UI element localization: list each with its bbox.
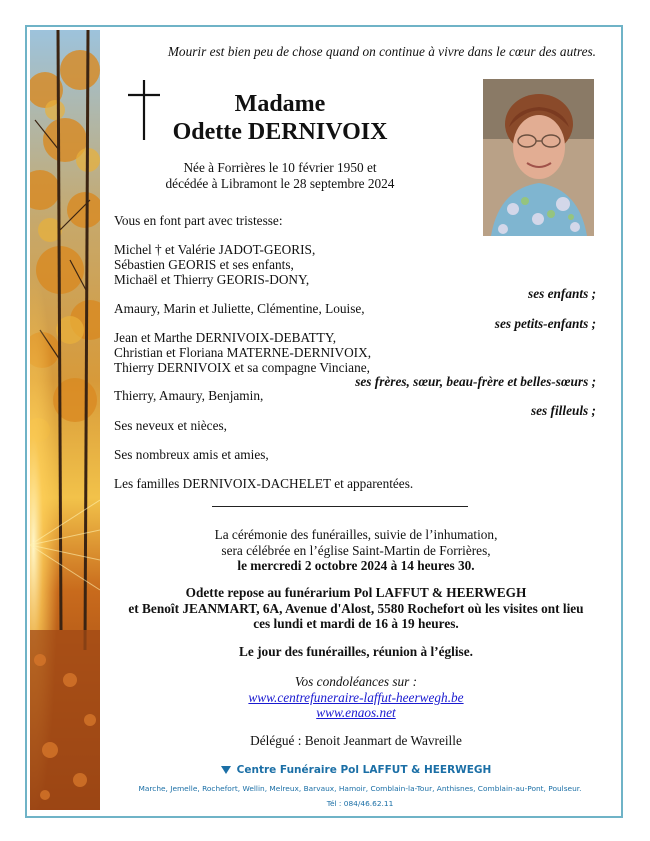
list-item: Thierry DERNIVOIX et sa compagne Vinciane, xyxy=(114,360,370,375)
children-role: ses enfants ; xyxy=(528,286,596,301)
birth-death-info xyxy=(150,160,410,192)
death-line: décédée à Libramont le 28 septembre 2024 xyxy=(165,176,395,191)
siblings-list xyxy=(114,330,596,375)
visit-info xyxy=(114,585,598,632)
memorial-quote: Mourir est bien peu de chose quand on continue à vivre dans le cœur des autres. xyxy=(167,44,596,59)
deceased-name xyxy=(150,90,410,146)
birth-line: Née à Forrières le 10 février 1950 et xyxy=(183,160,377,175)
list-item: Michaël et Thierry GEORIS-DONY, xyxy=(114,272,310,287)
grandchildren-list: Amaury, Marin et Juliette, Clémentine, Louise, xyxy=(114,301,365,316)
funeral-home-label: Centre Funéraire Pol LAFFUT & HEERWEGH xyxy=(236,764,492,776)
condolences xyxy=(114,674,598,721)
godchildren-list: Thierry, Amaury, Benjamin, xyxy=(114,388,264,403)
grandchildren-role: ses petits-enfants ; xyxy=(494,316,596,331)
condolences-label: Vos condoléances sur : xyxy=(294,674,418,689)
godchildren-role: ses filleuls ; xyxy=(530,403,596,418)
funeral-home-name xyxy=(114,764,598,776)
ceremony-info xyxy=(114,527,598,574)
nephews-line: Ses neveux et nièces, xyxy=(114,418,227,433)
visit-line: Odette repose au funérarium Pol LAFFUT & HEERWEGH xyxy=(185,585,527,600)
list-item: Michel † et Valérie JADOT-GEORIS, xyxy=(114,242,316,257)
friends-line: Ses nombreux amis et amies, xyxy=(114,447,269,462)
condolences-link-laffut[interactable]: www.centrefuneraire-laffut-heerwegh.be xyxy=(248,689,464,705)
autumn-forest-image xyxy=(30,30,100,810)
list-item: Christian et Floriana MATERNE-DERNIVOIX, xyxy=(114,345,372,360)
visit-line: et Benoît JEANMART, 6A, Avenue d'Alost, 5580 Rochefort où les visites ont lieu xyxy=(128,600,584,616)
full-name: Odette DERNIVOIX xyxy=(172,119,388,145)
title: Madame xyxy=(234,91,326,117)
meeting-info: Le jour des funérailles, réunion à l’église. xyxy=(239,644,473,659)
delegate-info: Délégué : Benoit Jeanmart de Wavreille xyxy=(250,733,462,748)
visit-line: ces lundi et mardi de 16 à 19 heures. xyxy=(253,616,459,631)
ceremony-line: sera célébrée en l’église Saint-Martin de Forrières, xyxy=(221,542,491,558)
funeral-home-phone: Tél : 084/46.62.11 xyxy=(326,799,394,808)
funeral-home-places: Marche, Jemelle, Rochefort, Wellin, Melreux, Barvaux, Hamoir, Comblain-la-Tour, Anthisnes, Comblain-au-Pont, Poulseur. xyxy=(138,784,582,793)
condolences-link-enaos[interactable]: www.enaos.net xyxy=(316,705,396,720)
triangle-down-icon xyxy=(221,766,231,774)
intro-text: Vous en font part avec tristesse: xyxy=(114,213,283,228)
list-item: Sébastien GEORIS et ses enfants, xyxy=(114,257,294,272)
families-line: Les familles DERNIVOIX-DACHELET et apparentées. xyxy=(114,476,414,491)
separator-line xyxy=(212,506,468,507)
siblings-role: ses frères, sœur, beau-frère et belles-sœurs ; xyxy=(355,374,596,389)
list-item: Jean et Marthe DERNIVOIX-DEBATTY, xyxy=(114,330,337,345)
children-list xyxy=(114,242,596,287)
ceremony-line: La cérémonie des funérailles, suivie de l’inhumation, xyxy=(214,527,498,542)
ceremony-date: le mercredi 2 octobre 2024 à 14 heures 30. xyxy=(237,558,475,573)
